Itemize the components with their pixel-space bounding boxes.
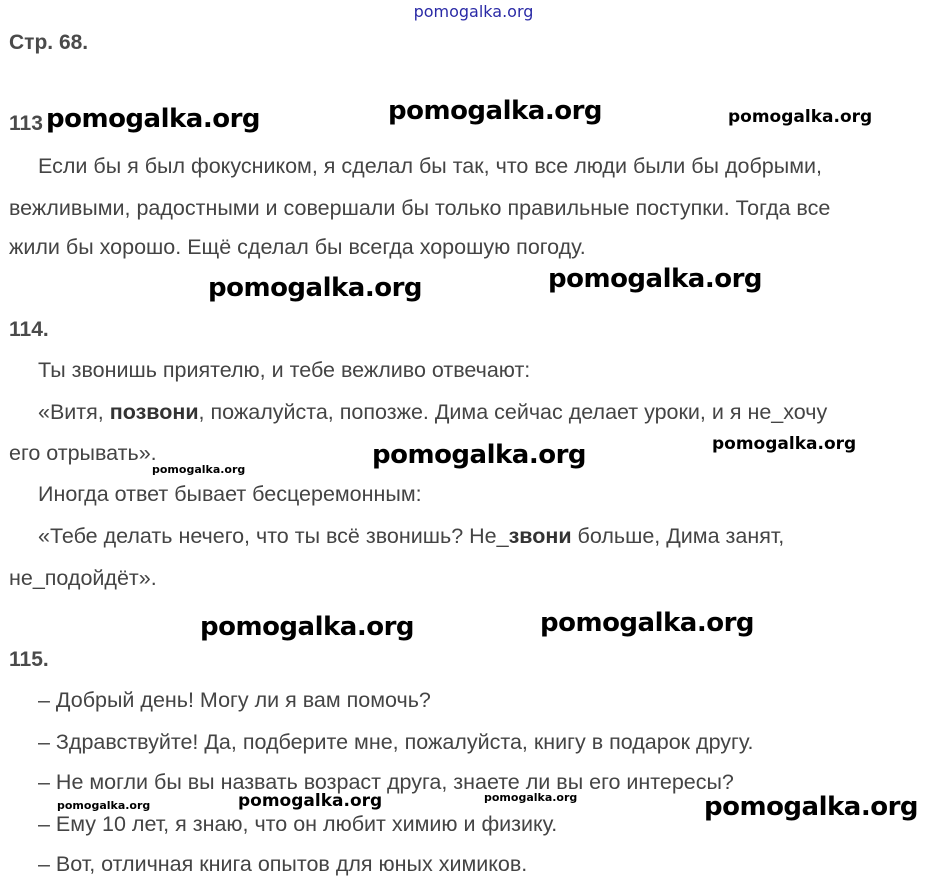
watermark: pomogalka.org [238,791,383,811]
watermark: pomogalka.org [704,792,919,822]
exercise-114-line: «Тебе делать нечего, что ты всё звонишь? Не_звони больше, Дима занят, [38,524,785,548]
watermark: pomogalka.org [208,273,423,303]
exercise-113-number: 113 [9,112,43,135]
watermark: pomogalka.org [540,608,755,638]
watermark: pomogalka.org [712,434,857,454]
exercise-114-line: «Витя, позвони, пожалуйста, попозже. Дима сейчас делает уроки, и я не_хочу [38,400,828,424]
exercise-113-line: вежливыми, радостными и совершали бы только правильные поступки. Тогда все [9,196,831,220]
exercise-114-line: Иногда ответ бывает бесцеремонным: [38,482,422,506]
exercise-113-line: Если бы я был фокусником, я сделал бы так, что все люди были бы добрыми, [38,154,822,178]
exercise-114-line: его отрывать». [9,441,157,465]
exercise-115-line: – Здравствуйте! Да, подберите мне, пожалуйста, книгу в подарок другу. [38,730,754,754]
watermark: pomogalka.org [484,791,578,804]
exercise-115-line: – Ему 10 лет, я знаю, что он любит химию и физику. [38,812,558,836]
page-label: Стр. 68. [9,31,89,54]
emphasis: звони [508,524,572,548]
watermark: pomogalka.org [372,440,587,470]
exercise-114-line: не_подойдёт». [9,566,157,590]
watermark: pomogalka.org [200,612,415,642]
exercise-113-line: жили бы хорошо. Ещё сделал бы всегда хорошую погоду. [9,235,586,259]
watermark: pomogalka.org [46,104,261,134]
watermark: pomogalka.org [57,799,151,812]
exercise-114-line: Ты звонишь приятелю, и тебе вежливо отвечают: [38,358,531,382]
exercise-115-line: – Не могли бы вы назвать возраст друга, знаете ли вы его интересы? [38,770,734,794]
exercise-115-number: 115. [9,648,49,671]
watermark: pomogalka.org [548,264,763,294]
emphasis: позвони [109,400,199,424]
exercise-115-line: – Добрый день! Могу ли я вам помочь? [38,688,431,712]
exercise-114-number: 114. [9,318,49,341]
watermark: pomogalka.org [152,463,246,476]
watermark: pomogalka.org [388,96,603,126]
exercise-115-line: – Вот, отличная книга опытов для юных химиков. [38,852,528,876]
watermark: pomogalka.org [728,107,873,127]
top-watermark: pomogalka.org [413,2,534,21]
